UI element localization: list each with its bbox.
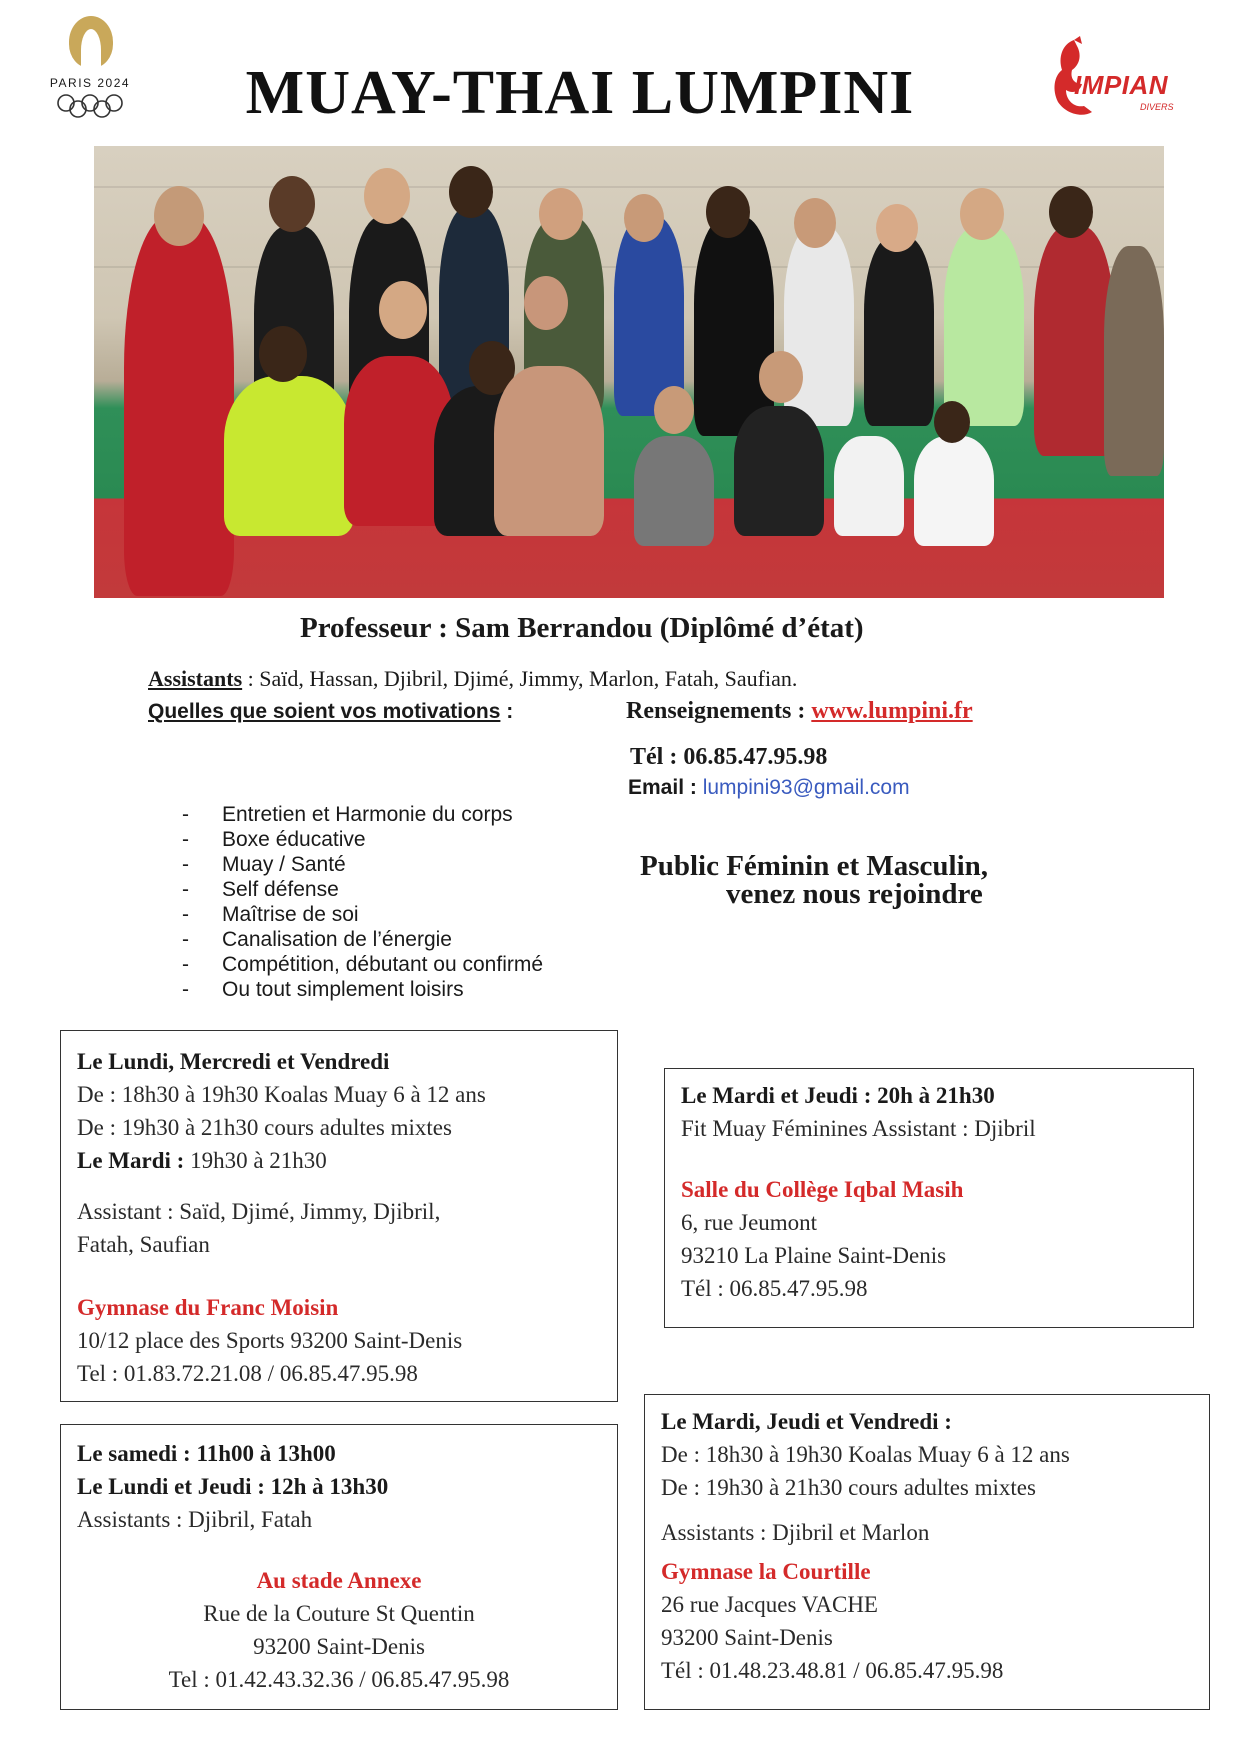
schedule-days: Le Mardi et Jeudi : 20h à 21h30: [681, 1083, 995, 1108]
schedule-class: Fit Muay Féminines Assistant : Djibril: [681, 1116, 1036, 1141]
schedule-assistants: Fatah, Saufian: [77, 1232, 210, 1257]
public-invitation: [640, 852, 1100, 908]
assistants-line: [148, 666, 797, 692]
venue-address: 93200 Saint-Denis: [253, 1634, 425, 1659]
schedule-monday-thursday: Le Lundi et Jeudi : 12h à 13h30: [77, 1474, 389, 1499]
professor-line: Professeur : Sam Berrandou (Diplômé d’état): [300, 612, 864, 644]
venue-phone: Tel : 01.42.43.32.36 / 06.85.47.95.98: [168, 1667, 510, 1692]
venue-name: Gymnase du Franc Moisin: [77, 1295, 339, 1320]
schedule-days: Le Mardi, Jeudi et Vendredi :: [661, 1409, 952, 1434]
renseignements-label: Renseignements :: [626, 698, 812, 724]
venue-name: Salle du Collège Iqbal Masih: [681, 1177, 964, 1202]
venue-phone: Tél : 01.48.23.48.81 / 06.85.47.95.98: [661, 1658, 1004, 1683]
schedule-box-stade-annexe: [60, 1424, 618, 1710]
assistants-names: : Saïd, Hassan, Djibril, Djimé, Jimmy, Marlon, Fatah, Saufian.: [242, 666, 798, 691]
assistants-label: Assistants: [148, 666, 243, 691]
public-line-2: venez nous rejoindre: [726, 878, 983, 910]
schedule-saturday: Le samedi : 11h00 à 13h00: [77, 1441, 336, 1466]
paris-logo-text: PARIS 2024: [49, 76, 131, 90]
list-item: - Entretien et Harmonie du corps: [182, 803, 513, 826]
venue-address: 6, rue Jeumont: [681, 1210, 818, 1235]
motivation-list: [182, 802, 543, 1002]
venue-phone: Tel : 01.83.72.21.08 / 06.85.47.95.98: [77, 1361, 418, 1386]
team-photo: [94, 146, 1164, 598]
email-line: [628, 776, 910, 800]
main-phone: Tél : 06.85.47.95.98: [630, 744, 828, 770]
schedule-box-franc-moisin: [60, 1030, 618, 1402]
schedule-box-courtille: [644, 1394, 1210, 1710]
page-title: MUAY-THAI LUMPINI: [245, 59, 915, 127]
motivations-label: Quelles que soient vos motivations: [148, 700, 501, 723]
schedule-tuesday: Le Mardi : 19h30 à 21h30: [77, 1148, 327, 1173]
venue-address: 10/12 place des Sports 93200 Saint-Denis: [77, 1328, 463, 1353]
venue-address: 93210 La Plaine Saint-Denis: [681, 1243, 947, 1268]
paris-2024-logo: [40, 14, 140, 124]
schedule-line: De : 19h30 à 21h30 cours adultes mixtes: [77, 1115, 452, 1140]
list-item: - Canalisation de l’énergie: [182, 928, 452, 951]
list-item: - Boxe éducative: [182, 828, 366, 851]
schedule-assistants: Assistant : Saïd, Djimé, Jimmy, Djibril,: [77, 1199, 441, 1224]
venue-name: Gymnase la Courtille: [661, 1559, 871, 1584]
schedule-line: De : 18h30 à 19h30 Koalas Muay 6 à 12 ans: [661, 1442, 1070, 1467]
schedule-box-iqbal-masih: [664, 1068, 1194, 1328]
schedule-line: De : 19h30 à 21h30 cours adultes mixtes: [661, 1475, 1036, 1500]
impian-logo: [1044, 36, 1204, 126]
venue-address: 93200 Saint-Denis: [661, 1625, 833, 1650]
venue-address: Rue de la Couture St Quentin: [203, 1601, 475, 1626]
impian-logo-text: IMPIAN: [1074, 70, 1168, 100]
renseignements-line: [626, 698, 973, 725]
schedule-assistants: Assistants : Djibril, Fatah: [77, 1507, 313, 1532]
list-item: - Maîtrise de soi: [182, 903, 359, 926]
list-item: - Compétition, débutant ou confirmé: [182, 953, 544, 976]
list-item: - Ou tout simplement loisirs: [182, 978, 464, 1001]
motivations-heading: Quelles que soient vos motivations :: [148, 700, 514, 723]
email-link[interactable]: lumpini93@gmail.com: [702, 776, 910, 799]
list-item: - Self défense: [182, 878, 339, 901]
schedule-days: Le Lundi, Mercredi et Vendredi: [77, 1049, 390, 1074]
venue-address: 26 rue Jacques VACHE: [661, 1592, 878, 1617]
email-label: Email :: [628, 776, 703, 799]
venue-name: Au stade Annexe: [256, 1568, 422, 1593]
website-link[interactable]: www.lumpini.fr: [811, 698, 973, 724]
venue-phone: Tél : 06.85.47.95.98: [681, 1276, 868, 1301]
public-line-1: Public Féminin et Masculin,: [640, 850, 988, 882]
olympic-rings-icon: [56, 94, 124, 118]
schedule-assistants: Assistants : Djibril et Marlon: [661, 1520, 930, 1545]
list-item: - Muay / Santé: [182, 853, 346, 876]
impian-logo-subtext: DIVERS: [1140, 102, 1174, 112]
schedule-line: De : 18h30 à 19h30 Koalas Muay 6 à 12 ans: [77, 1082, 486, 1107]
